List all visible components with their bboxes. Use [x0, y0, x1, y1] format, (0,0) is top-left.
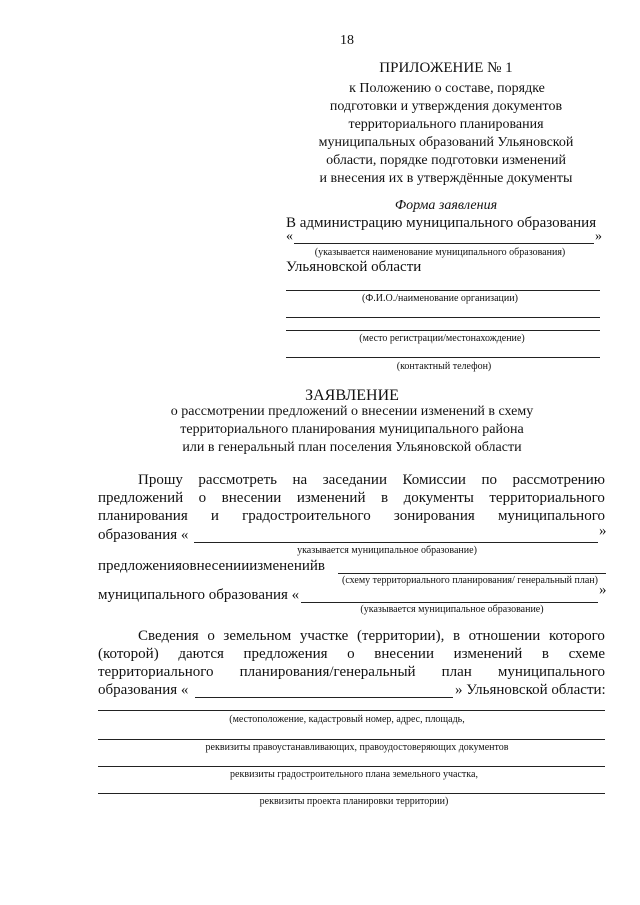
word: в [380, 490, 389, 506]
word: о [347, 646, 355, 662]
word: зонирования [393, 508, 475, 524]
word: (территории), [356, 628, 445, 644]
word: внесении [374, 646, 434, 662]
word: документы [403, 490, 474, 506]
appendix-line: территориального планирования [348, 117, 544, 132]
word: территориального [98, 664, 214, 680]
address-field-line-2[interactable] [286, 330, 600, 331]
para1-line-6-end: » [599, 582, 607, 598]
para2-line-1 [138, 628, 605, 645]
para1-line-3 [98, 508, 605, 525]
word: (которой) [98, 646, 159, 662]
word: и [210, 508, 219, 524]
appendix-line: и внесения их в утверждённые документы [319, 171, 573, 186]
page-number: 18 [340, 33, 354, 48]
word: рассмотрению [512, 472, 605, 488]
word: Сведения [138, 628, 199, 644]
word: отношении [468, 628, 541, 644]
appendix-title: ПРИЛОЖЕНИЕ № 1 [379, 60, 513, 76]
word: планирования [98, 508, 188, 524]
caption-municipality: (указывается наименование муниципального образования) [314, 247, 566, 258]
word: по [481, 472, 497, 488]
word: планирования/генеральный [239, 664, 416, 680]
caption-fio: (Ф.И.О./наименование организации) [362, 293, 518, 304]
phone-field-line[interactable] [286, 357, 600, 358]
fio-field-line[interactable] [286, 290, 600, 291]
statement-subtitle: о рассмотрении предложений о внесении изменений в схему [170, 404, 534, 419]
para2-line-2 [98, 646, 605, 663]
location-field-line[interactable] [98, 710, 605, 711]
word: муниципального [497, 508, 605, 524]
appendix-line: к Положению о составе, порядке [349, 81, 545, 96]
word: Прошу [138, 472, 183, 488]
form-title: Форма заявления [394, 198, 498, 213]
word: внесении [221, 490, 282, 506]
word: о [207, 628, 215, 644]
appendix-line: муниципальных образований Ульяновской [318, 135, 574, 150]
word: Комиссии [402, 472, 466, 488]
caption-ppt: реквизиты проекта планировки территории) [259, 796, 449, 807]
word: предложений [98, 490, 184, 506]
word: земельном [223, 628, 292, 644]
rights-field-line[interactable] [98, 739, 605, 740]
word: в [317, 558, 326, 574]
word: внесении [189, 558, 250, 574]
word: рассмотреть [198, 472, 277, 488]
word: в [541, 646, 549, 662]
municipality-field-line[interactable] [294, 243, 594, 244]
para1-line-2 [98, 490, 605, 507]
word: изменений [249, 558, 318, 574]
para1-line-5 [98, 558, 324, 575]
caption-plan-type: (схему территориального планирования/ генеральный план) [342, 575, 598, 586]
caption-gpzu: реквизиты градостроительного плана земельного участка, [230, 769, 478, 780]
addressee-line: В администрацию муниципального образования [286, 215, 597, 231]
word: план [441, 664, 472, 680]
para1-line-6-start: муниципального образования « [98, 587, 300, 603]
caption-phone: (контактный телефон) [396, 361, 492, 372]
gpzu-field-line[interactable] [98, 766, 605, 767]
word: территориального [489, 490, 605, 506]
word: о [182, 558, 190, 574]
para1-municipality-field-2[interactable] [301, 602, 598, 603]
caption-rights: реквизиты правоустанавливающих, правоудостоверяющих документов [205, 742, 509, 753]
word: муниципального [497, 664, 605, 680]
word: в [452, 628, 461, 644]
address-field-line-1[interactable] [286, 317, 600, 318]
word: градостроительного [242, 508, 371, 524]
word: о [198, 490, 207, 506]
para2-line-4-end: » Ульяновской области: [455, 682, 606, 698]
caption-address: (место регистрации/местонахождение) [359, 333, 525, 344]
word: изменений [296, 490, 366, 506]
para1-line-1 [138, 472, 605, 489]
statement-subtitle: территориального планирования муниципального района [180, 422, 524, 437]
para2-municipality-field[interactable] [195, 697, 453, 698]
word: даются [178, 646, 224, 662]
word: схеме [568, 646, 605, 662]
word: заседании [322, 472, 387, 488]
quote-open: « [286, 229, 293, 244]
statement-subtitle: или в генеральный план поселения Ульяновской области [182, 440, 522, 455]
caption-municipality-3: (указывается муниципальное образование) [360, 604, 544, 615]
para2-line-4-start: образования « [98, 682, 189, 698]
para1-line-4-end: » [599, 523, 607, 539]
para2-line-3 [98, 664, 605, 681]
word: которого [548, 628, 605, 644]
addressee-region: Ульяновской области [286, 259, 422, 275]
caption-location: (местоположение, кадастровый номер, адрес, площадь, [229, 714, 465, 725]
word: изменений [453, 646, 523, 662]
quote-close: » [595, 229, 602, 244]
para1-line-4-start: образования « [98, 527, 189, 543]
plan-type-field[interactable] [338, 573, 606, 574]
caption-municipality-2: указывается муниципальное образование) [297, 545, 477, 556]
para1-municipality-field[interactable] [194, 542, 598, 543]
word: на [292, 472, 308, 488]
appendix-line: подготовки и утверждения документов [329, 99, 563, 114]
word: участке [299, 628, 349, 644]
ppt-field-line[interactable] [98, 793, 605, 794]
statement-title: ЗАЯВЛЕНИЕ [305, 387, 399, 404]
word: предложения [98, 558, 183, 574]
appendix-line: области, порядке подготовки изменений [326, 153, 566, 168]
word: предложения [243, 646, 328, 662]
